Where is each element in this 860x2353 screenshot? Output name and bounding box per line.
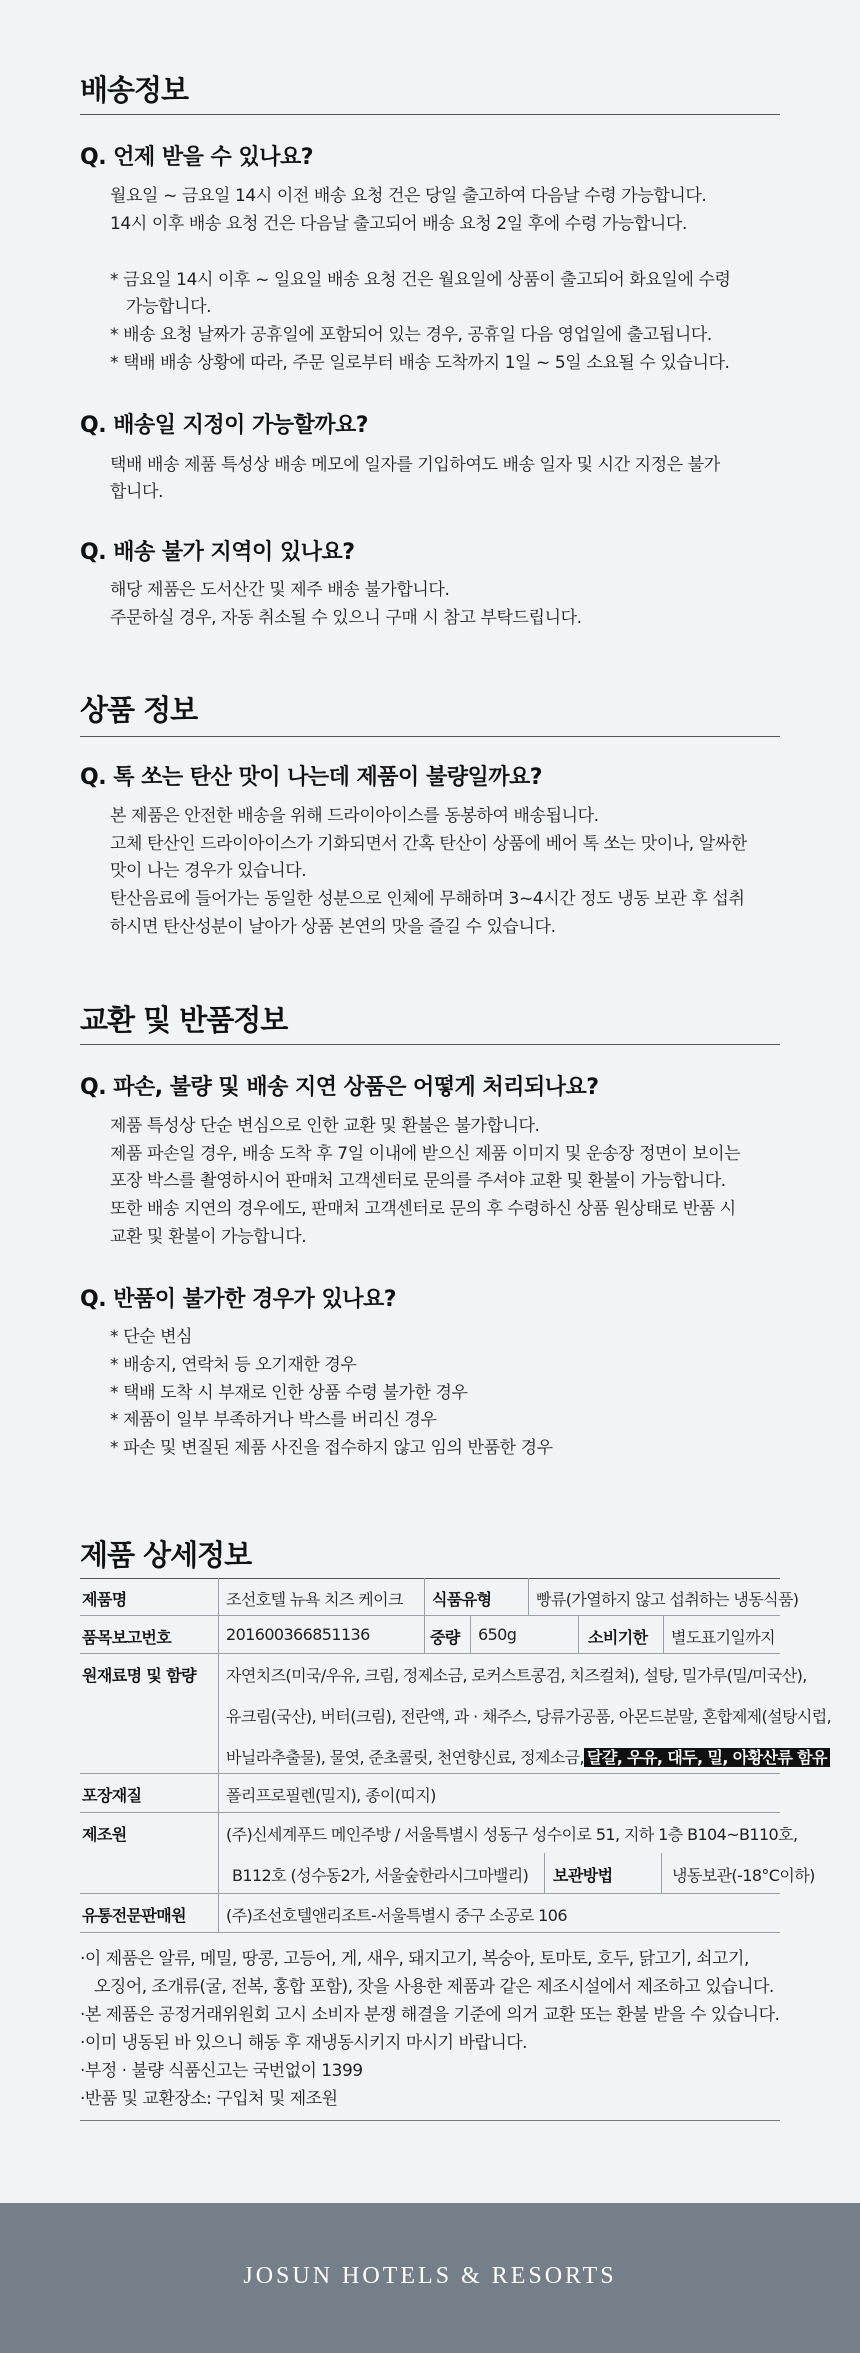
product-q1-line-5: 하시면 탄산성분이 날아가 상품 본연의 맛을 즐길 수 있습니다. (110, 917, 556, 937)
shipping-q1-note-1-cont: 가능합니다. (126, 297, 212, 317)
returns-q1-line-5: 교환 및 환불이 가능합니다. (110, 1227, 307, 1247)
detail-note-4: ·부정 · 불량 식품신고는 국번없이 1399 (80, 2061, 363, 2081)
shipping-q1-note-2: * 배송 요청 날짜가 공휴일에 포함되어 있는 경우, 공휴일 다음 영업일에 출고됩니다. (110, 325, 712, 345)
returns-q2: Q. 반품이 불가한 경우가 있나요? (80, 1287, 396, 1312)
ingredients-line-3-text: 바닐라추출물), 물엿, 준초콜릿, 천연향신료, 정제소금, (226, 1748, 584, 1767)
shipping-q2-line-1: 택배 배송 제품 특성상 배송 메모에 일자를 기입하여도 배송 일자 및 시간 지정은 불가 (110, 455, 720, 475)
weight-value: 650g (478, 1625, 517, 1644)
food-type-label: 식품유형 (432, 1590, 492, 1609)
table-rule (80, 1773, 780, 1774)
returns-q1-line-4: 또한 배송 지연의 경우에도, 판매처 고객센터로 문의 후 수령하신 상품 원상태로 반품 시 (110, 1199, 736, 1219)
food-type-value: 빵류(가열하지 않고 섭취하는 냉동식품) (536, 1590, 799, 1609)
product-name-label: 제품명 (82, 1590, 127, 1609)
expiry-label: 소비기한 (588, 1628, 648, 1647)
returns-q1-line-3: 포장 박스를 촬영하시어 판매처 고객센터로 문의를 주셔야 교환 및 환불이 가능합니다. (110, 1171, 726, 1191)
returns-q1: Q. 파손, 불량 및 배송 지연 상품은 어떻게 처리되나요? (80, 1075, 599, 1100)
table-col-rule (218, 1578, 219, 1932)
shipping-title: 배송정보 (80, 73, 189, 107)
detail-note-5: ·반품 및 교환장소: 구입처 및 제조원 (80, 2089, 338, 2109)
expiry-value: 별도표기일까지 (671, 1628, 775, 1647)
detail-title: 제품 상세정보 (80, 1538, 252, 1572)
product-q1-line-4: 탄산음료에 들어가는 동일한 성분으로 인체에 무해하며 3~4시간 정도 냉동 보관 후 섭취 (110, 889, 745, 909)
detail-note-2: ·본 제품은 공정거래위원회 고시 소비자 분쟁 해결을 기준에 의거 교환 또는 환불 받을 수 있습니다. (80, 2005, 780, 2025)
table-top-rule (80, 1578, 780, 1579)
table-col-rule (661, 1853, 662, 1893)
table-col-rule (424, 1578, 425, 1615)
product-name-value: 조선호텔 뉴욕 치즈 케이크 (226, 1590, 403, 1609)
product-q1-line-3: 맛이 나는 경우가 있습니다. (110, 861, 307, 881)
table-col-rule (578, 1615, 579, 1653)
distributor-value: (주)조선호텔앤리조트-서울특별시 중구 소공로 106 (226, 1906, 567, 1925)
returns-rule (80, 1044, 780, 1045)
shipping-q1-line-1: 월요일 ~ 금요일 14시 이전 배송 요청 건은 당일 출고하여 다음날 수령 가능합니다. (110, 186, 707, 206)
table-rule (80, 1812, 780, 1813)
manufacturer-line-2: B112호 (성수동2가, 서울숲한라시그마밸리) (232, 1866, 529, 1885)
detail-note-1-cont: 오징어, 조개류(굴, 전복, 홍합 포함), 잣을 사용한 제품과 같은 제조시설에서 제조하고 있습니다. (94, 1977, 774, 1997)
footer-banner (0, 2203, 860, 2353)
manufacturer-label: 제조원 (82, 1825, 127, 1844)
detail-note-1: ·이 제품은 알류, 메밀, 땅콩, 고등어, 게, 새우, 돼지고기, 복숭아, 토마토, 호두, 닭고기, 쇠고기, (80, 1949, 749, 1969)
packaging-label: 포장재질 (82, 1786, 142, 1805)
packaging-value: 폴리프로필렌(밀지), 종이(띠지) (226, 1786, 436, 1805)
storage-label: 보관방법 (553, 1866, 613, 1885)
table-col-rule (424, 1615, 425, 1653)
returns-q2-line-1: * 단순 변심 (110, 1327, 193, 1347)
allergen-badge: 달걀, 우유, 대두, 밀, 아황산류 함유 (584, 1748, 830, 1767)
brand-logo-text: JOSUN HOTELS & RESORTS (243, 2263, 617, 2289)
table-col-rule (663, 1615, 664, 1653)
distributor-label: 유통전문판매원 (82, 1906, 186, 1925)
shipping-q3-line-2: 주문하실 경우, 자동 취소될 수 있으니 구매 시 참고 부탁드립니다. (110, 608, 582, 628)
product-q1-line-2: 고체 탄산인 드라이아이스가 기화되면서 간혹 탄산이 상품에 베어 톡 쏘는 맛이나, 알싸한 (110, 834, 747, 854)
shipping-q3: Q. 배송 불가 지역이 있나요? (80, 540, 355, 565)
report-no-value: 201600366851136 (226, 1625, 370, 1644)
ingredients-label: 원재료명 및 함량 (82, 1666, 196, 1685)
returns-title: 교환 및 반품정보 (80, 1003, 288, 1037)
table-rule (80, 1615, 780, 1616)
table-rule (80, 1653, 780, 1654)
returns-q1-line-1: 제품 특성상 단순 변심으로 인한 교환 및 환불은 불가합니다. (110, 1116, 540, 1136)
detail-bottom-rule (80, 2120, 780, 2121)
returns-q1-line-2: 제품 파손일 경우, 배송 도착 후 7일 이내에 받으신 제품 이미지 및 운송장 정면이 보이는 (110, 1144, 741, 1164)
table-rule (80, 1893, 780, 1894)
returns-q2-line-5: * 파손 및 변질된 제품 사진을 접수하지 않고 임의 반품한 경우 (110, 1438, 553, 1458)
detail-note-3: ·이미 냉동된 바 있으니 해동 후 재냉동시키지 마시기 바랍니다. (80, 2033, 528, 2053)
ingredients-line-2: 유크림(국산), 버터(크림), 전란액, 과 · 채주스, 당류가공품, 아몬드분말, 혼합제제(설탕시럽, (226, 1707, 832, 1726)
ingredients-line-1: 자연치즈(미국/우유, 크림, 정제소금, 로커스트콩검, 치즈컬쳐), 설탕, 밀가루(밀/미국산), (226, 1666, 807, 1685)
table-rule (80, 1932, 780, 1933)
shipping-q1-note-1: * 금요일 14시 이후 ~ 일요일 배송 요청 건은 월요일에 상품이 출고되어 화요일에 수령 (110, 270, 731, 290)
shipping-q1-line-2: 14시 이후 배송 요청 건은 다음날 출고되어 배송 요청 2일 후에 수령 가능합니다. (110, 214, 687, 234)
returns-q2-line-4: * 제품이 일부 부족하거나 박스를 버리신 경우 (110, 1410, 437, 1430)
table-col-rule (528, 1578, 529, 1615)
product-rule (80, 736, 780, 737)
shipping-rule (80, 114, 780, 115)
returns-q2-line-2: * 배송지, 연락처 등 오기재한 경우 (110, 1355, 357, 1375)
manufacturer-line-1: (주)신세계푸드 메인주방 / 서울특별시 성동구 성수이로 51, 지하 1층 B104~B110호, (226, 1825, 798, 1844)
shipping-q1-note-3: * 택배 배송 상황에 따라, 주문 일로부터 배송 도착까지 1일 ~ 5일 소요될 수 있습니다. (110, 353, 730, 373)
storage-value: 냉동보관(-18°C이하) (672, 1866, 815, 1885)
product-q1: Q. 톡 쏘는 탄산 맛이 나는데 제품이 불량일까요? (80, 765, 542, 790)
table-col-rule (470, 1615, 471, 1653)
weight-label: 중량 (430, 1628, 460, 1647)
product-q1-line-1: 본 제품은 안전한 배송을 위해 드라이아이스를 동봉하여 배송됩니다. (110, 806, 599, 826)
shipping-q2: Q. 배송일 지정이 가능할까요? (80, 413, 369, 438)
shipping-q1: Q. 언제 받을 수 있나요? (80, 145, 313, 170)
returns-q2-line-3: * 택배 도착 시 부재로 인한 상품 수령 불가한 경우 (110, 1383, 468, 1403)
table-col-rule (544, 1853, 545, 1893)
product-title: 상품 정보 (80, 693, 198, 727)
shipping-q2-line-2: 합니다. (110, 482, 164, 502)
report-no-label: 품목보고번호 (82, 1628, 172, 1647)
ingredients-line-3 (226, 1745, 830, 1768)
shipping-q3-line-1: 해당 제품은 도서산간 및 제주 배송 불가합니다. (110, 580, 450, 600)
